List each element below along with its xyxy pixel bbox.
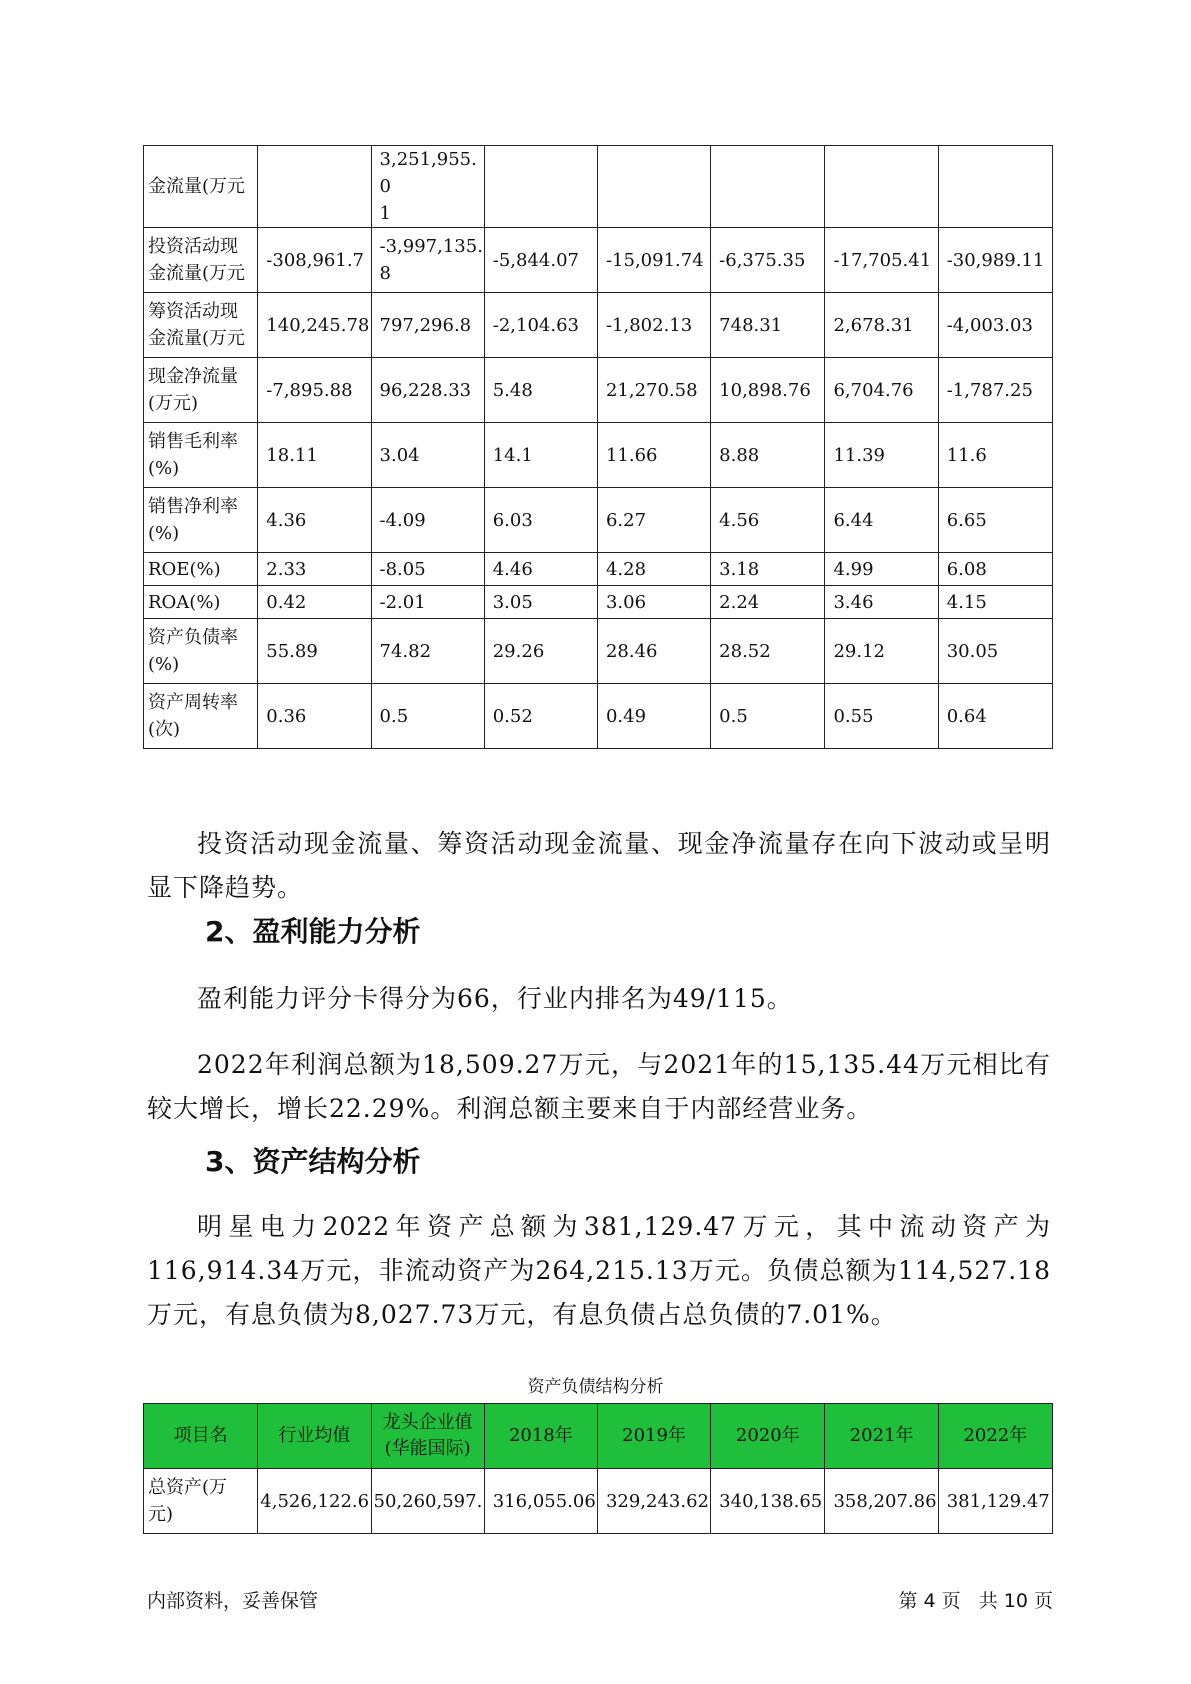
table-cell: 381,129.47 bbox=[938, 1469, 1052, 1534]
table-cell: 140,245.78 bbox=[258, 293, 371, 358]
table-cell: 4.36 bbox=[258, 488, 371, 553]
table-cell: 4,526,122.6 bbox=[258, 1469, 371, 1534]
table-cell: 0.36 bbox=[258, 684, 371, 749]
row-label: 资产周转率 (次) bbox=[144, 684, 258, 749]
table-cell bbox=[597, 146, 710, 228]
paragraph-asset-structure: 明星电力2022年资产总额为381,129.47万元，其中流动资产为116,914.34万元，非流动资产为264,215.13万元。负债总额为114,527.18万元，有息负债为8,027.73万元，有息负债占总负债的7.01%。 bbox=[147, 1212, 1051, 1329]
table-cell: 0.55 bbox=[825, 684, 938, 749]
table-cell: -15,091.74 bbox=[597, 228, 710, 293]
table-row bbox=[144, 619, 1053, 684]
row-label: 现金净流量 (万元) bbox=[144, 358, 258, 423]
table-cell bbox=[484, 146, 597, 228]
table-header-row bbox=[144, 1404, 1053, 1469]
table-cell bbox=[711, 146, 825, 228]
column-header: 2022年 bbox=[938, 1404, 1052, 1469]
table-cell: 14.1 bbox=[484, 423, 597, 488]
table-row bbox=[144, 293, 1053, 358]
table-cell bbox=[825, 146, 938, 228]
table-caption: 资产负债结构分析 bbox=[527, 1377, 664, 1397]
table-cell: 4.46 bbox=[484, 553, 597, 586]
row-label: 销售毛利率 (%) bbox=[144, 423, 258, 488]
column-header: 2018年 bbox=[484, 1404, 597, 1469]
table-cell: 0.64 bbox=[938, 684, 1052, 749]
table-row bbox=[144, 586, 1053, 619]
table-cell: 11.66 bbox=[597, 423, 710, 488]
footer-confidential: 内部资料，妥善保管 bbox=[147, 1590, 319, 1612]
table-cell: 11.6 bbox=[938, 423, 1052, 488]
table-cell: 3.06 bbox=[597, 586, 710, 619]
column-header: 行业均值 bbox=[258, 1404, 371, 1469]
table-row bbox=[144, 553, 1053, 586]
column-header: 2020年 bbox=[711, 1404, 825, 1469]
table-cell: -17,705.41 bbox=[825, 228, 938, 293]
table-cell: 55.89 bbox=[258, 619, 371, 684]
table-cell: 358,207.86 bbox=[825, 1469, 938, 1534]
table-cell: -6,375.35 bbox=[711, 228, 825, 293]
table-cell: 3.04 bbox=[371, 423, 484, 488]
section-heading-asset-structure: 3、资产结构分析 bbox=[205, 1145, 421, 1178]
table-cell: 30.05 bbox=[938, 619, 1052, 684]
table-cell: 3.46 bbox=[825, 586, 938, 619]
table-cell: 4.15 bbox=[938, 586, 1052, 619]
paragraph-profit-score: 盈利能力评分卡得分为66，行业内排名为49/115。 bbox=[197, 984, 793, 1013]
table-cell bbox=[258, 146, 371, 228]
row-label: 资产负债率 (%) bbox=[144, 619, 258, 684]
table-cell: 0.52 bbox=[484, 684, 597, 749]
table-cell: 28.46 bbox=[597, 619, 710, 684]
table-cell: -2.01 bbox=[371, 586, 484, 619]
table-cell: -1,802.13 bbox=[597, 293, 710, 358]
table-cell: 2.33 bbox=[258, 553, 371, 586]
column-header: 2021年 bbox=[825, 1404, 938, 1469]
table-cell: -7,895.88 bbox=[258, 358, 371, 423]
table-row bbox=[144, 358, 1053, 423]
table-cell: 2.24 bbox=[711, 586, 825, 619]
table-cell: 29.26 bbox=[484, 619, 597, 684]
section-heading-profitability: 2、盈利能力分析 bbox=[205, 915, 421, 948]
table-cell: 50,260,597. bbox=[371, 1469, 484, 1534]
table-cell: -4,003.03 bbox=[938, 293, 1052, 358]
table-row bbox=[144, 423, 1053, 488]
table-cell: 6,704.76 bbox=[825, 358, 938, 423]
table-row bbox=[144, 146, 1053, 228]
table-cell: 6.03 bbox=[484, 488, 597, 553]
table-row bbox=[144, 228, 1053, 293]
table-cell: 329,243.62 bbox=[597, 1469, 710, 1534]
table-cell: 797,296.8 bbox=[371, 293, 484, 358]
table-cell: 748.31 bbox=[711, 293, 825, 358]
table-cell: 74.82 bbox=[371, 619, 484, 684]
table-cell: 4.28 bbox=[597, 553, 710, 586]
table-cell: 29.12 bbox=[825, 619, 938, 684]
table-cell: -2,104.63 bbox=[484, 293, 597, 358]
table-cell: 0.5 bbox=[711, 684, 825, 749]
row-label: 筹资活动现 金流量(万元 bbox=[144, 293, 258, 358]
financial-indicators-table bbox=[143, 145, 1053, 749]
table-cell: 5.48 bbox=[484, 358, 597, 423]
table-row bbox=[144, 684, 1053, 749]
row-label: 销售净利率 (%) bbox=[144, 488, 258, 553]
balance-structure-table bbox=[143, 1403, 1053, 1534]
table-cell: 28.52 bbox=[711, 619, 825, 684]
row-label: ROE(%) bbox=[144, 553, 258, 586]
table-cell: 6.44 bbox=[825, 488, 938, 553]
table-cell: -308,961.7 bbox=[258, 228, 371, 293]
table-cell: 4.56 bbox=[711, 488, 825, 553]
table-cell: 6.65 bbox=[938, 488, 1052, 553]
table-cell: 11.39 bbox=[825, 423, 938, 488]
paragraph-cashflow-trend: 投资活动现金流量、筹资活动现金流量、现金净流量存在向下波动或呈明显下降趋势。 bbox=[147, 829, 1051, 902]
table-row bbox=[144, 1469, 1053, 1534]
table-cell: 6.27 bbox=[597, 488, 710, 553]
row-label: ROA(%) bbox=[144, 586, 258, 619]
table-cell: 2,678.31 bbox=[825, 293, 938, 358]
table-cell: 3.18 bbox=[711, 553, 825, 586]
table-cell: 96,228.33 bbox=[371, 358, 484, 423]
column-header: 龙头企业值 (华能国际) bbox=[371, 1404, 484, 1469]
table-cell: -4.09 bbox=[371, 488, 484, 553]
row-label: 总资产(万 元) bbox=[144, 1469, 258, 1534]
table-row bbox=[144, 488, 1053, 553]
table-cell: 3,251,955.0 1 bbox=[371, 146, 484, 228]
footer-page-number: 第 4 页 共 10 页 bbox=[898, 1590, 1053, 1612]
row-label: 投资活动现 金流量(万元 bbox=[144, 228, 258, 293]
table-cell: 8.88 bbox=[711, 423, 825, 488]
table-cell: 4.99 bbox=[825, 553, 938, 586]
table-cell: 340,138.65 bbox=[711, 1469, 825, 1534]
paragraph-profit-total: 2022年利润总额为18,509.27万元，与2021年的15,135.44万元相比有较大增长，增长22.29%。利润总额主要来自于内部经营业务。 bbox=[147, 1050, 1051, 1123]
column-header: 项目名 bbox=[144, 1404, 258, 1469]
row-label: 金流量(万元 bbox=[144, 146, 258, 228]
column-header: 2019年 bbox=[597, 1404, 710, 1469]
table-cell: -5,844.07 bbox=[484, 228, 597, 293]
table-cell: 18.11 bbox=[258, 423, 371, 488]
table-cell: 6.08 bbox=[938, 553, 1052, 586]
table-cell: 21,270.58 bbox=[597, 358, 710, 423]
table-cell: 10,898.76 bbox=[711, 358, 825, 423]
table-cell bbox=[938, 146, 1052, 228]
table-cell: -1,787.25 bbox=[938, 358, 1052, 423]
table-cell: 0.42 bbox=[258, 586, 371, 619]
table-cell: 0.5 bbox=[371, 684, 484, 749]
table-cell: 3.05 bbox=[484, 586, 597, 619]
table-cell: -8.05 bbox=[371, 553, 484, 586]
table-cell: 0.49 bbox=[597, 684, 710, 749]
table-cell: -3,997,135. 8 bbox=[371, 228, 484, 293]
table-cell: -30,989.11 bbox=[938, 228, 1052, 293]
table-cell: 316,055.06 bbox=[484, 1469, 597, 1534]
